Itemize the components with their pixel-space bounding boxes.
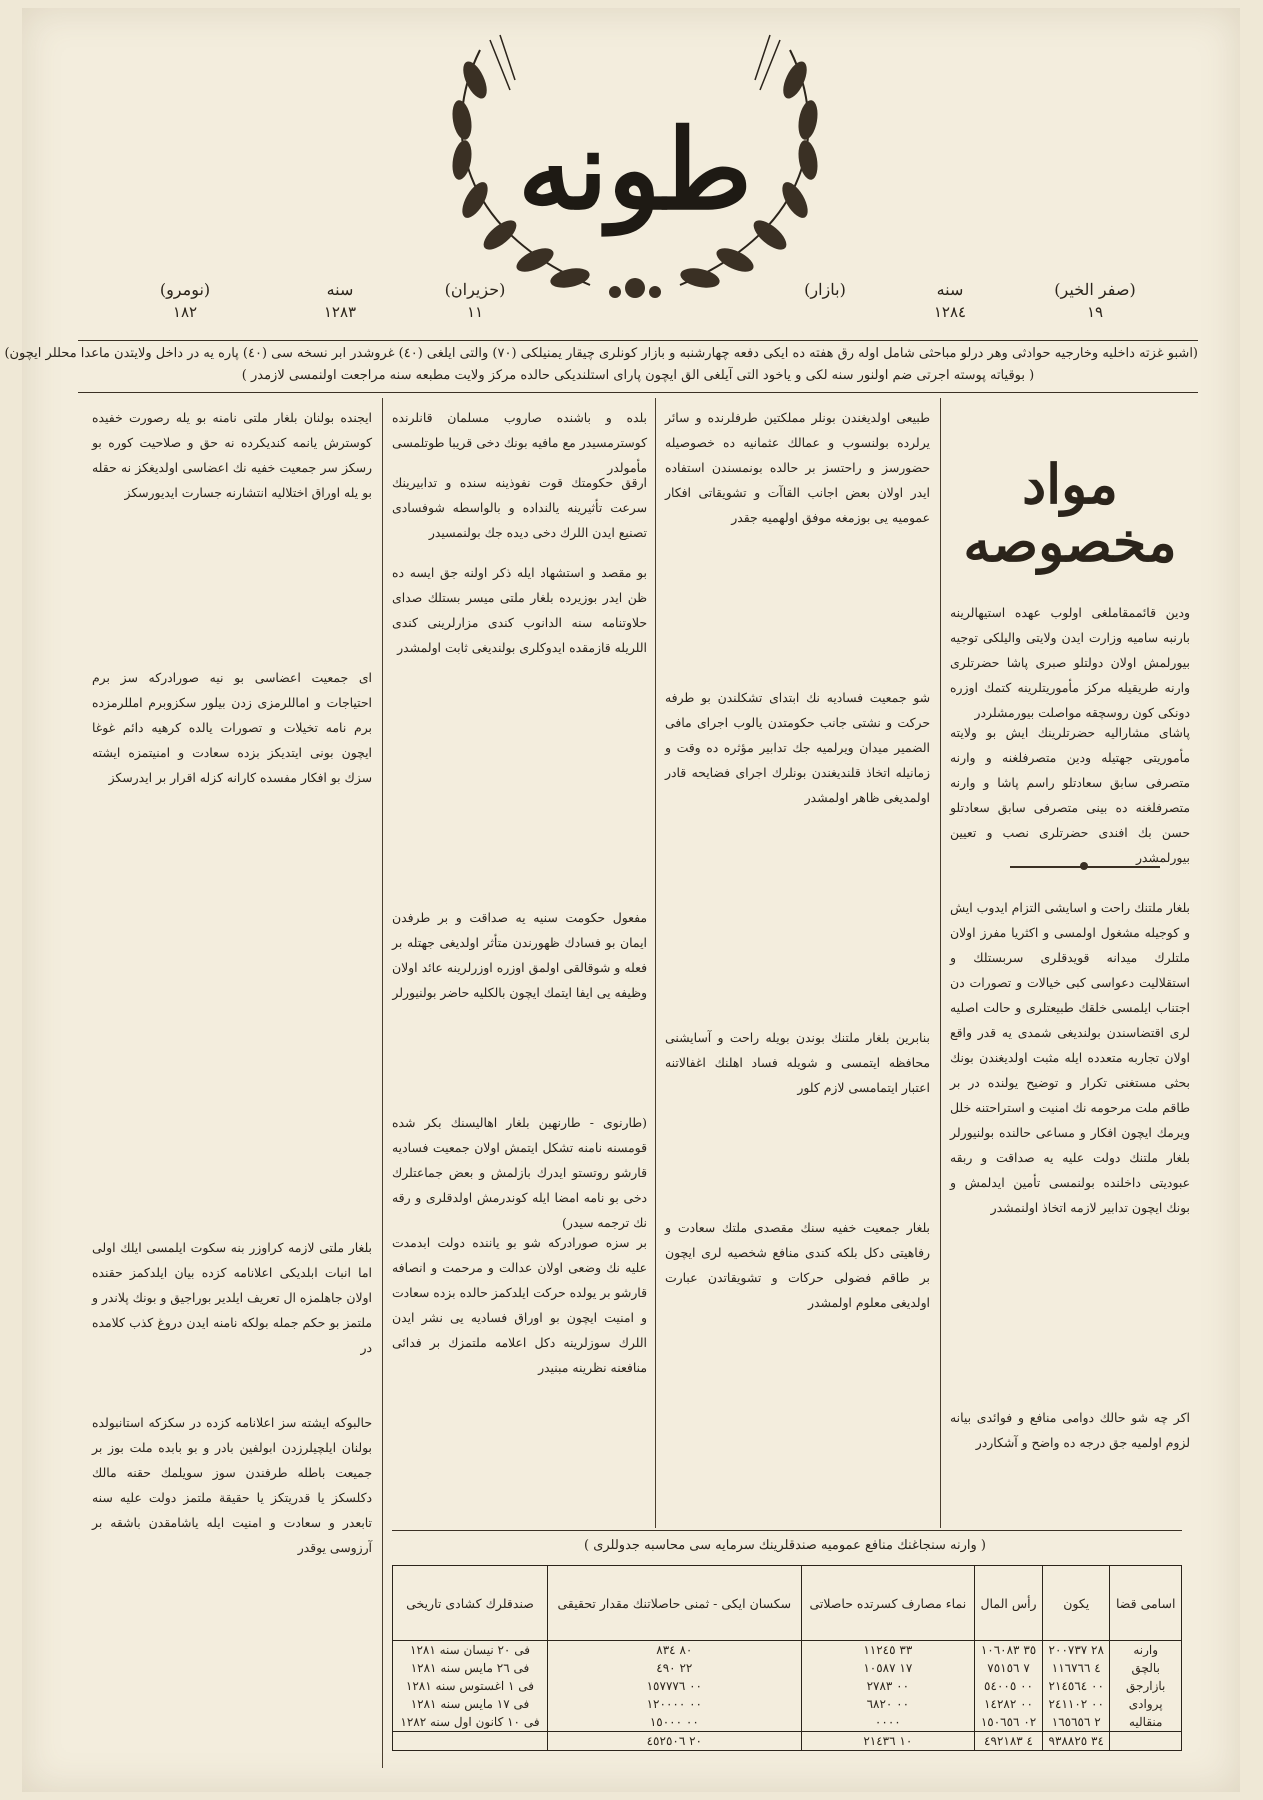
article-paragraph: بنابرين بلغار ملتنك بوندن بويله راحت و آسايشنی محافظه ايتمسی و شويله فساد اهلنك اغفالاتنه اعتبار ايتمامسی لازم كلور xyxy=(665,1030,930,1095)
column-divider xyxy=(655,398,656,1528)
article-paragraph: (طارنوی - طارنهين بلغار اهاليسنك بكر شده قومسنه نامنه تشكل ايتمش اولان جمعيت فساديه قارشو روتستو ايدرك بازلمش و بعض جماعتلرك دخی بو نامه امضا ايله كوندرمش اولدقلری و رقه نك ترجمه سيدر) xyxy=(392,1115,647,1230)
table-cell: ٠٠ ٢٧٨٣ xyxy=(801,1677,974,1695)
hijri-year-label: سنه xyxy=(936,280,964,299)
table-header: اسامی قضا xyxy=(1110,1566,1182,1641)
issue-value: ١٨٢ xyxy=(172,303,198,321)
article-paragraph: اكر چه شو حالك دوامی منافع و فوائدی بيانه لزوم اولميه جق درجه ده واضح و آشكاردر xyxy=(950,1410,1190,1450)
table-cell: ٢٢ ٤٩٠ xyxy=(547,1659,801,1677)
table-cell: وارنه xyxy=(1110,1641,1182,1660)
table-cell: ٠٠ ١٢٠٠٠٠ xyxy=(547,1695,801,1713)
article-paragraph: بلده و باشنده صاروب مسلمان قانلرنده كوسترمسيدر مع مافيه بونك دخی قريبا طوتلمسی مأمولدر xyxy=(392,410,647,475)
table-cell: ٢ ١٦٥٦٥٦ xyxy=(1043,1713,1110,1732)
issue-label: (نومرو) xyxy=(159,280,211,299)
article-paragraph: طبيعی اولديغندن بونلر مملكتين طرفلرنده و سائر يرلرده بولنسوب و عمالك عثمانيه ده خصوصيله حضورسز و راحتسز بر حالده بونمسندن استفاده ايدر اولان بعض اجانب القاآت و تشويقاتی افكار عموميه يی بوزمغه موفق اولهميه جقدر xyxy=(665,410,930,525)
article-paragraph: مفعول حكومت سنيه يه صداقت و بر طرفدن ايمان بو فسادك ظهورندن متأثر اولديغی جهتله بر فعله و شوقالقی اولمق اوزره اوزرلرينه عائد اولان وظيفه يی ايفا ايتمك ايچون بالكليه حاضر بولنيورلر xyxy=(392,910,647,1000)
table-cell: ٠٠ ١٥٧٧٧٦ xyxy=(547,1677,801,1695)
hijri-year-value: ١٢٨٤ xyxy=(933,303,967,321)
table-row xyxy=(393,1641,1182,1660)
table-cell: بالچق xyxy=(1110,1659,1182,1677)
table-cell: ٠٢ ١٥٠٦٥٦ xyxy=(974,1713,1042,1732)
table-header: سكسان ايكی - ثمنی حاصلاتنك مقدار تحقيقی xyxy=(547,1566,801,1641)
rumi-date xyxy=(420,280,530,321)
subscription-notice-line1: (اشبو غزته داخليه وخارجيه حوادثی وهر درلو مباحثی شامل اوله رق هفته ده ايكی دفعه چهارشنبه و بازار كونلری چيقار يمنيلكی (٧٠) والتی ايلغی (٤٠) غروشدر ابر نسخه سی (٤٠) پاره يه در داخل ولايتدن ماعدا محللر ايچون) xyxy=(4,346,1198,361)
table-cell: ١٠ ٢١٤٣٦ xyxy=(801,1732,974,1751)
table-cell: ٠٠٠٠ xyxy=(801,1713,974,1732)
table-cell: ٣٥ ١٠٦٠٨٣ xyxy=(974,1641,1042,1660)
table-header: نماء مصارف كسرتده حاصلاتی xyxy=(801,1566,974,1641)
table-total-row xyxy=(393,1732,1182,1751)
table-cell: ٢٠ ٤٥٢٥٠٦ xyxy=(547,1732,801,1751)
article-paragraph: ايجنده بولنان بلغار ملتی نامنه بو يله رصورت خفيده كوسترش يانمه كنديكرده نه حق و صلاحيت كوره بو رسكز سر جمعيت خفيه نك اعضاسی اولديغكز نه حقله بو يله اوراق اختلاليه انتشارنه جسارت ايديورسكز xyxy=(92,410,372,500)
table-cell: فی ١ اغستوس سنه ١٢٨١ xyxy=(393,1677,548,1695)
table-row xyxy=(393,1677,1182,1695)
table-caption: ( وارنه سنجاغنك منافع عموميه صندقلرينك سرمايه سی محاسبه جدوللری ) xyxy=(583,1538,987,1553)
table-cell: ٤ ١١٦٧٦٦ xyxy=(1043,1659,1110,1677)
newspaper-title: طونه xyxy=(518,105,752,234)
hijri-day: ١٩ xyxy=(1086,303,1104,321)
article-paragraph: ای جمعيت اعضاسی بو نيه صورادركه سز برم احتياجات و اماللرمزی زدن بيلور سكزوبرم امللرمزده برم نامه تخيلات و تصورات يالده كرهيه دائم غوغا ايچون بونی ايتديكز بزده سعادت و امنيتمزه ايشته سزك بو افكار مفسده كارانه كزله اقرار بر ايدرسكز xyxy=(92,670,372,785)
masthead xyxy=(420,20,850,320)
table-cell: ٠٠ ٢٤١١٠٢ xyxy=(1043,1695,1110,1713)
ornament-dot xyxy=(1080,862,1088,870)
article-paragraph: بلغار جمعيت خفيه سنك مقصدی ملتك سعادت و رفاهيتی دكل بلكه كندی منافع شخصيه لری ايچون بر طاقم فضولی حركات و تشويقاتدن عبارت اولديغی معلوم اولمشدر xyxy=(665,1220,930,1310)
table-header: يكون xyxy=(1043,1566,1110,1641)
article-paragraph: حالبوكه ايشته سز اعلانامه كزده در سكزكه استانبولده بولنان ايلچيلرزدن ابولفين بادر و بو بابده ملت بوز بر جميعت باطله طرفندن سوز سويلمك حقنه مالك دكلسكز يا قدريتكز يا حقيقة ملتمز دولت عليه سنه تابعدر و سعادت و امنيت ايله ياشامقدن باشقه بر آرزوسی يوقدر xyxy=(92,1415,372,1555)
article-paragraph: ودين قائممقاملغی اولوب عهده استيهالرينه بارنبه سامیه وزارت ايدن ولايتی واليلكی توجيه بيورلمش اولان دولتلو صبری پاشا حضرتلری وارنه طريقيله مركز مأموريتلرينه كتمك اوزره دونكی كون روسچقه مواصلت بيورمشلردر xyxy=(950,605,1190,720)
table-cell: پروادی xyxy=(1110,1695,1182,1713)
article-paragraph: بلغار ملتنك راحت و اسايشی التزام ايدوب ايش و كوجيله مشغول اولمسی و اكثريا مفرز اولان ملتلرك ميدانه قويدقلری سربستلك و استقلاليت دعواسی كبی خيالات و تصورات دن اجتناب ايلمسی خلقك طبيعتلری و حالت اصليه لری اقتضاسندن بولنديغی شمدی يه قدر واقع اولان تجاربه متعدده ايله مثبت اولديغندن بونك بحثی مستغنی تكرار و توضيح يولنده در بر طاقم ملت مرحومه نك امنيت و استراحتنه خلل ويرمك ايچون افكار و مساعی حالنده بولنيورلر بلغار ملتنك دولت علیه يه صداقت و ربقه عبوديتی داخلنده بولنمسی تأمين ايدلمش و بونك ايچون تدابير لازمه اتخاذ اولنمشدر xyxy=(950,900,1190,1215)
table-cell: ١٧ ١٠٥٨٧ xyxy=(801,1659,974,1677)
table-cell: فی ٢٦ مايس سنه ١٢٨١ xyxy=(393,1659,548,1677)
table-cell: ٧ ٧٥١٥٦ xyxy=(974,1659,1042,1677)
year-label: سنه xyxy=(326,280,354,299)
table-header: صندقلرك كشادی تاريخی xyxy=(393,1566,548,1641)
table-cell xyxy=(1110,1732,1182,1751)
hijri-month-label: (صفر الخير) xyxy=(1054,280,1136,299)
hijri-date xyxy=(1040,280,1150,321)
article-paragraph: شو جمعيت فساديه نك ابتدای تشكلندن بو طرفه حركت و نشتی جانب حكومتدن يالوب اجرای مافی الضمير ميدان ويرلميه جك تدابير مؤثره ده وقت و زمانيله اتخاذ قلنديغندن بونلرك اجرای فضايحه قادر اولمديغی ظاهر اولمشدر xyxy=(665,690,930,805)
table-row xyxy=(393,1713,1182,1732)
table-row xyxy=(393,1659,1182,1677)
subscription-notice-line2: ( بوقياته پوسته اجرتی ضم اولنور سنه لكی و ياخود التی آيلغی الق ايچون پارای استلنديكی حالده مركز ولايت مطبعه سنه مراجعت اولنمسی لازمدر ) xyxy=(241,368,1035,383)
column-divider xyxy=(382,398,383,1768)
table-cell: ٣٣ ١١٢٤٥ xyxy=(801,1641,974,1660)
table-cell: ٠٠ ١٤٢٨٢ xyxy=(974,1695,1042,1713)
hijri-year xyxy=(895,280,1005,321)
table-cell: ٣٤ ٩٣٨٨٢٥ xyxy=(1043,1732,1110,1751)
table-cell: ٠٠ ١٥٠٠٠ xyxy=(547,1713,801,1732)
article-paragraph: پاشای مشارالیه حضرتلرينك ايش بو ولايته مأموريتی جهتيله ودين متصرفلغنه و وارنه متصرفی سابق سعادتلو راسم پاشا و وارنه متصرفلغنه ده بينی متصرفی سابق سعادتلو حسن بك افندی حضرتلری نصب و تعيين بيورلمشدر xyxy=(950,725,1190,865)
table-header: رأس المال xyxy=(974,1566,1042,1641)
issue-info-bar xyxy=(90,280,1170,342)
table-cell: فی ٢٠ نيسان سنه ١٢٨١ xyxy=(393,1641,548,1660)
table-cell: فی ١٧ مايس سنه ١٢٨١ xyxy=(393,1695,548,1713)
article-paragraph: ارقق حكومتك قوت نفوذينه سنده و تدابيرينك سرعت تأثيرينه يالنداده و بالواسطه شوفسادی تصنيع ايدن اللرك دخی ديده جك بولنمسيدر xyxy=(392,475,647,540)
table-row xyxy=(393,1695,1182,1713)
table-cell: ٠٠ ٥٤٠٠٥ xyxy=(974,1677,1042,1695)
weekday xyxy=(770,280,880,299)
divider-rule xyxy=(78,340,1198,341)
table-cell: ٠٠ ٢١٤٥٦٤ xyxy=(1043,1677,1110,1695)
table-header-row xyxy=(393,1566,1182,1641)
table-cell: ٤ ٤٩٢١٨٣ xyxy=(974,1732,1042,1751)
article-paragraph: بلغار ملتی لازمه كراوزر بنه سكوت ايلمسی ايلك اولی اما انبات ابلديكی اعلانامه كزده بيان ايلدكمز حقنده اولان جاهلمزه ال تعريف ايلدير بوراجيق و بونك پلاندر و ملتمز بو حكم جمله بولكه نامنه ايدن دروغ كذب كلامده در xyxy=(92,1240,372,1355)
table-cell: منقاليه xyxy=(1110,1713,1182,1732)
rumi-year xyxy=(285,280,395,321)
fund-statistics-table xyxy=(392,1565,1182,1751)
article-paragraph: بر سزه صورادركه شو بو ياننده دولت ابدمدت عليه نك وضعی اولان عدالت و مرحمت و انصافه قارشو بر يولده حركت ايلدكمز حالده بزده سعادت و امنيت ايچون بو اوراق فساديه يی نشر ايدن اللرك سوزلرينه دكل اعلامه ملتمزك بر فدائی منافعنه نظرينه مبنيدر xyxy=(392,1235,647,1375)
divider-rule xyxy=(78,392,1198,393)
year-value: ١٢٨٣ xyxy=(323,303,357,321)
table-cell: ٢٨ ٢٠٠٧٣٧ xyxy=(1043,1641,1110,1660)
table-cell: ٠٠ ٦٨٢٠ xyxy=(801,1695,974,1713)
article-paragraph: بو مقصد و استشهاد ايله ذكر اولنه جق ايسه ده ظن ايدر بوزيرده بلغار ملتی ميسر بستلك صدای حلاوتنامه سنه الدانوب كندی مزارلرينی كندی اللريله قازمقده ايدوكلری بولنديغی ثابت اولمشدر xyxy=(392,565,647,655)
divider-rule xyxy=(392,1530,1182,1531)
section-heading: مواد مخصوصه xyxy=(963,452,1177,574)
table-cell: فی ١٠ كانون اول سنه ١٢٨٢ xyxy=(393,1713,548,1732)
table-cell: ٨٠ ٨٣٤ xyxy=(547,1641,801,1660)
issue-number xyxy=(130,280,240,321)
weekday-label: (بازار) xyxy=(804,280,846,299)
column-divider xyxy=(940,398,941,1528)
table-cell: بازارجق xyxy=(1110,1677,1182,1695)
table-cell xyxy=(393,1732,548,1751)
month-day: ١١ xyxy=(466,303,484,321)
month-label: (حزيران) xyxy=(444,280,506,299)
